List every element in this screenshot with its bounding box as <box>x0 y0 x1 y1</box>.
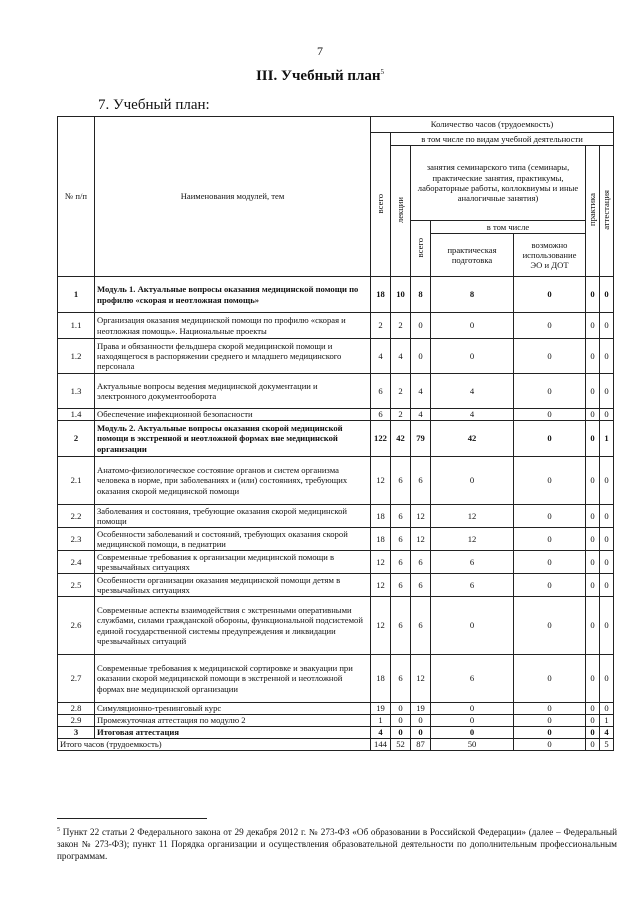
cell-sem: 0 <box>411 313 431 339</box>
cell-total: 1 <box>371 715 391 727</box>
cell-lect: 4 <box>391 339 411 374</box>
cell-name: Актуальные вопросы ведения медицинской документации и электронного документооборота <box>95 374 371 409</box>
cell-pr: 0 <box>586 655 600 703</box>
cell-att: 1 <box>600 421 614 457</box>
cell-sem: 0 <box>411 715 431 727</box>
header-lectures: лекции <box>391 146 411 277</box>
cell-att: 0 <box>600 597 614 655</box>
header-total: всего <box>371 133 391 277</box>
cell-sem: 12 <box>411 505 431 528</box>
cell-att: 0 <box>600 703 614 715</box>
table-row <box>58 655 614 703</box>
cell-num: 1.1 <box>58 313 95 339</box>
footnote <box>57 824 617 862</box>
cell-att: 0 <box>600 655 614 703</box>
cell-sem: 12 <box>411 528 431 551</box>
cell-sem: 4 <box>411 409 431 421</box>
cell-num: 1.3 <box>58 374 95 409</box>
cell-lect: 2 <box>391 374 411 409</box>
header-hours-total: Количество часов (трудоемкость) <box>371 117 614 133</box>
cell-name: Симуляционно-тренинговый курс <box>95 703 371 715</box>
cell-att: 0 <box>600 339 614 374</box>
cell-total: 2 <box>371 313 391 339</box>
cell-eo: 0 <box>514 727 586 739</box>
cell-num: 1 <box>58 277 95 313</box>
total-cell-total: 144 <box>371 739 391 751</box>
table-row <box>58 277 614 313</box>
cell-lect: 0 <box>391 727 411 739</box>
cell-eo: 0 <box>514 313 586 339</box>
cell-total: 6 <box>371 374 391 409</box>
cell-lect: 6 <box>391 574 411 597</box>
cell-sem: 6 <box>411 551 431 574</box>
cell-pr: 0 <box>586 597 600 655</box>
cell-lect: 6 <box>391 457 411 505</box>
cell-name: Современные требования к медицинской сортировке и эвакуации при оказании скорой медицинской помощи в экстренной и неотложной формах вне медицинской организации <box>95 655 371 703</box>
cell-pr: 0 <box>586 277 600 313</box>
total-cell-pr: 0 <box>586 739 600 751</box>
cell-name: Промежуточная аттестация по модулю 2 <box>95 715 371 727</box>
cell-pr: 0 <box>586 339 600 374</box>
cell-pr: 0 <box>586 457 600 505</box>
cell-pp: 6 <box>431 574 514 597</box>
cell-sem: 6 <box>411 574 431 597</box>
cell-eo: 0 <box>514 715 586 727</box>
cell-total: 12 <box>371 597 391 655</box>
table-row <box>58 528 614 551</box>
cell-name: Организация оказания медицинской помощи по профилю «скорая и неотложная помощь». Национальные проекты <box>95 313 371 339</box>
cell-sem: 6 <box>411 457 431 505</box>
cell-pr: 0 <box>586 505 600 528</box>
cell-total: 18 <box>371 277 391 313</box>
cell-att: 0 <box>600 528 614 551</box>
subtitle: 7. Учебный план: <box>98 97 210 113</box>
footnote-text: Пункт 22 статьи 2 Федерального закона от 29 декабря 2012 г. № 273-ФЗ «Об образовании в Российской Федерации» (далее – Федеральный закон № 273-ФЗ); пункт 11 Порядка организации и осуществления образовательной деятельности по дополнительным профессиональным программам. <box>57 827 617 862</box>
cell-att: 1 <box>600 715 614 727</box>
cell-sem: 79 <box>411 421 431 457</box>
cell-total: 18 <box>371 505 391 528</box>
table-row <box>58 409 614 421</box>
cell-pp: 6 <box>431 655 514 703</box>
cell-num: 2.9 <box>58 715 95 727</box>
cell-att: 0 <box>600 313 614 339</box>
cell-att: 0 <box>600 505 614 528</box>
cell-lect: 6 <box>391 528 411 551</box>
header-name: Наименования модулей, тем <box>95 117 371 277</box>
cell-att: 0 <box>600 457 614 505</box>
header-by-types: в том числе по видам учебной деятельности <box>391 133 614 146</box>
cell-eo: 0 <box>514 528 586 551</box>
cell-eo: 0 <box>514 505 586 528</box>
cell-num: 2.7 <box>58 655 95 703</box>
cell-lect: 6 <box>391 597 411 655</box>
table-row <box>58 551 614 574</box>
cell-pr: 0 <box>586 574 600 597</box>
cell-name: Особенности организации оказания медицинской помощи детям в чрезвычайных ситуациях <box>95 574 371 597</box>
cell-total: 12 <box>371 457 391 505</box>
total-row <box>58 739 614 751</box>
cell-total: 4 <box>371 727 391 739</box>
cell-lect: 0 <box>391 715 411 727</box>
cell-total: 18 <box>371 528 391 551</box>
section-footnote-mark: 5 <box>380 68 385 76</box>
cell-num: 2 <box>58 421 95 457</box>
section-title <box>0 68 640 85</box>
cell-pr: 0 <box>586 727 600 739</box>
cell-total: 12 <box>371 574 391 597</box>
cell-num: 2.5 <box>58 574 95 597</box>
cell-lect: 42 <box>391 421 411 457</box>
cell-pp: 0 <box>431 457 514 505</box>
cell-num: 1.2 <box>58 339 95 374</box>
cell-eo: 0 <box>514 409 586 421</box>
cell-eo: 0 <box>514 703 586 715</box>
cell-pp: 0 <box>431 597 514 655</box>
cell-total: 6 <box>371 409 391 421</box>
table-row <box>58 339 614 374</box>
cell-total: 4 <box>371 339 391 374</box>
total-cell-att: 5 <box>600 739 614 751</box>
header-practical-training: практическая подготовка <box>431 234 514 277</box>
cell-pp: 0 <box>431 313 514 339</box>
cell-pp: 6 <box>431 551 514 574</box>
cell-num: 2.8 <box>58 703 95 715</box>
cell-name: Модуль 1. Актуальные вопросы оказания медицинской помощи по профилю «скорая и неотложная помощь» <box>95 277 371 313</box>
table-row <box>58 505 614 528</box>
cell-sem: 6 <box>411 597 431 655</box>
cell-name: Анатомо-физиологическое состояние органов и систем организма человека в норме, при заболеваниях и (или) состояниях, требующих оказания скорой медицинской помощи <box>95 457 371 505</box>
table-row <box>58 574 614 597</box>
cell-pp: 12 <box>431 528 514 551</box>
table-row <box>58 597 614 655</box>
cell-pp: 4 <box>431 374 514 409</box>
cell-eo: 0 <box>514 597 586 655</box>
cell-num: 2.1 <box>58 457 95 505</box>
cell-eo: 0 <box>514 374 586 409</box>
cell-eo: 0 <box>514 574 586 597</box>
cell-sem: 19 <box>411 703 431 715</box>
cell-eo: 0 <box>514 457 586 505</box>
table-row <box>58 313 614 339</box>
cell-pp: 4 <box>431 409 514 421</box>
cell-lect: 6 <box>391 551 411 574</box>
cell-pp: 12 <box>431 505 514 528</box>
table-row <box>58 421 614 457</box>
table-body <box>58 277 614 751</box>
cell-pr: 0 <box>586 421 600 457</box>
cell-att: 0 <box>600 574 614 597</box>
cell-total: 18 <box>371 655 391 703</box>
table-row <box>58 703 614 715</box>
cell-pp: 0 <box>431 715 514 727</box>
cell-sem: 8 <box>411 277 431 313</box>
cell-sem: 12 <box>411 655 431 703</box>
cell-name: Обеспечение инфекционной безопасности <box>95 409 371 421</box>
cell-total: 122 <box>371 421 391 457</box>
cell-pp: 0 <box>431 703 514 715</box>
cell-name: Особенности заболеваний и состояний, требующих оказания скорой медицинской помощи, в педиатрии <box>95 528 371 551</box>
cell-num: 2.2 <box>58 505 95 528</box>
total-label: Итого часов (трудоемкость) <box>58 739 371 751</box>
table-row <box>58 457 614 505</box>
cell-lect: 2 <box>391 409 411 421</box>
table-row <box>58 727 614 739</box>
page-number: 7 <box>317 44 323 58</box>
cell-name: Модуль 2. Актуальные вопросы оказания скорой медицинской помощи в экстренной и неотложной формах вне медицинской организации <box>95 421 371 457</box>
cell-sem: 0 <box>411 339 431 374</box>
header-num: № п/п <box>58 117 95 277</box>
cell-pr: 0 <box>586 715 600 727</box>
cell-att: 0 <box>600 374 614 409</box>
footnote-divider <box>57 818 207 819</box>
cell-eo: 0 <box>514 277 586 313</box>
total-cell-pp: 50 <box>431 739 514 751</box>
cell-sem: 4 <box>411 374 431 409</box>
header-practice: практика <box>586 146 600 277</box>
cell-lect: 0 <box>391 703 411 715</box>
table-header <box>58 117 614 277</box>
header-sem-total: всего <box>411 221 431 277</box>
total-cell-sem: 87 <box>411 739 431 751</box>
cell-num: 2.4 <box>58 551 95 574</box>
cell-total: 12 <box>371 551 391 574</box>
cell-lect: 2 <box>391 313 411 339</box>
cell-lect: 6 <box>391 505 411 528</box>
footnote-mark: 5 <box>57 827 60 833</box>
cell-att: 4 <box>600 727 614 739</box>
cell-att: 0 <box>600 277 614 313</box>
cell-lect: 6 <box>391 655 411 703</box>
cell-total: 19 <box>371 703 391 715</box>
cell-pr: 0 <box>586 313 600 339</box>
cell-name: Права и обязанности фельдшера скорой медицинской помощи и находящегося в распоряжении среднего и младшего медицинского персонала <box>95 339 371 374</box>
cell-eo: 0 <box>514 339 586 374</box>
cell-pp: 42 <box>431 421 514 457</box>
cell-pr: 0 <box>586 528 600 551</box>
cell-num: 2.6 <box>58 597 95 655</box>
table-row <box>58 715 614 727</box>
curriculum-table <box>57 116 614 751</box>
cell-eo: 0 <box>514 551 586 574</box>
cell-lect: 10 <box>391 277 411 313</box>
cell-pp: 8 <box>431 277 514 313</box>
cell-sem: 0 <box>411 727 431 739</box>
header-seminar: занятия семинарского типа (семинары, практические занятия, практикумы, лабораторные работы, коллоквиумы и иные аналогичные занятия) <box>411 146 586 221</box>
total-cell-lect: 52 <box>391 739 411 751</box>
cell-eo: 0 <box>514 421 586 457</box>
cell-num: 1.4 <box>58 409 95 421</box>
total-cell-eo: 0 <box>514 739 586 751</box>
cell-eo: 0 <box>514 655 586 703</box>
cell-att: 0 <box>600 409 614 421</box>
cell-pp: 0 <box>431 339 514 374</box>
cell-num: 3 <box>58 727 95 739</box>
cell-pr: 0 <box>586 703 600 715</box>
cell-pp: 0 <box>431 727 514 739</box>
cell-pr: 0 <box>586 409 600 421</box>
header-attestation: аттестация <box>600 146 614 277</box>
cell-name: Современные аспекты взаимодействия с экстренными оперативными службами, силами гражданской обороны, функциональной подсистемой единой государственной системы предупреждения и ликвидации чрезвычайных ситуаций <box>95 597 371 655</box>
cell-name: Итоговая аттестация <box>95 727 371 739</box>
table-row <box>58 374 614 409</box>
cell-name: Современные требования к организации медицинской помощи в чрезвычайных ситуациях <box>95 551 371 574</box>
section-title-text: III. Учебный план <box>255 68 381 84</box>
header-eo-dot: возможно использование ЭО и ДОТ <box>514 234 586 277</box>
cell-pr: 0 <box>586 551 600 574</box>
cell-name: Заболевания и состояния, требующие оказания скорой медицинской помощи <box>95 505 371 528</box>
cell-pr: 0 <box>586 374 600 409</box>
cell-num: 2.3 <box>58 528 95 551</box>
header-including: в том числе <box>431 221 586 234</box>
cell-att: 0 <box>600 551 614 574</box>
